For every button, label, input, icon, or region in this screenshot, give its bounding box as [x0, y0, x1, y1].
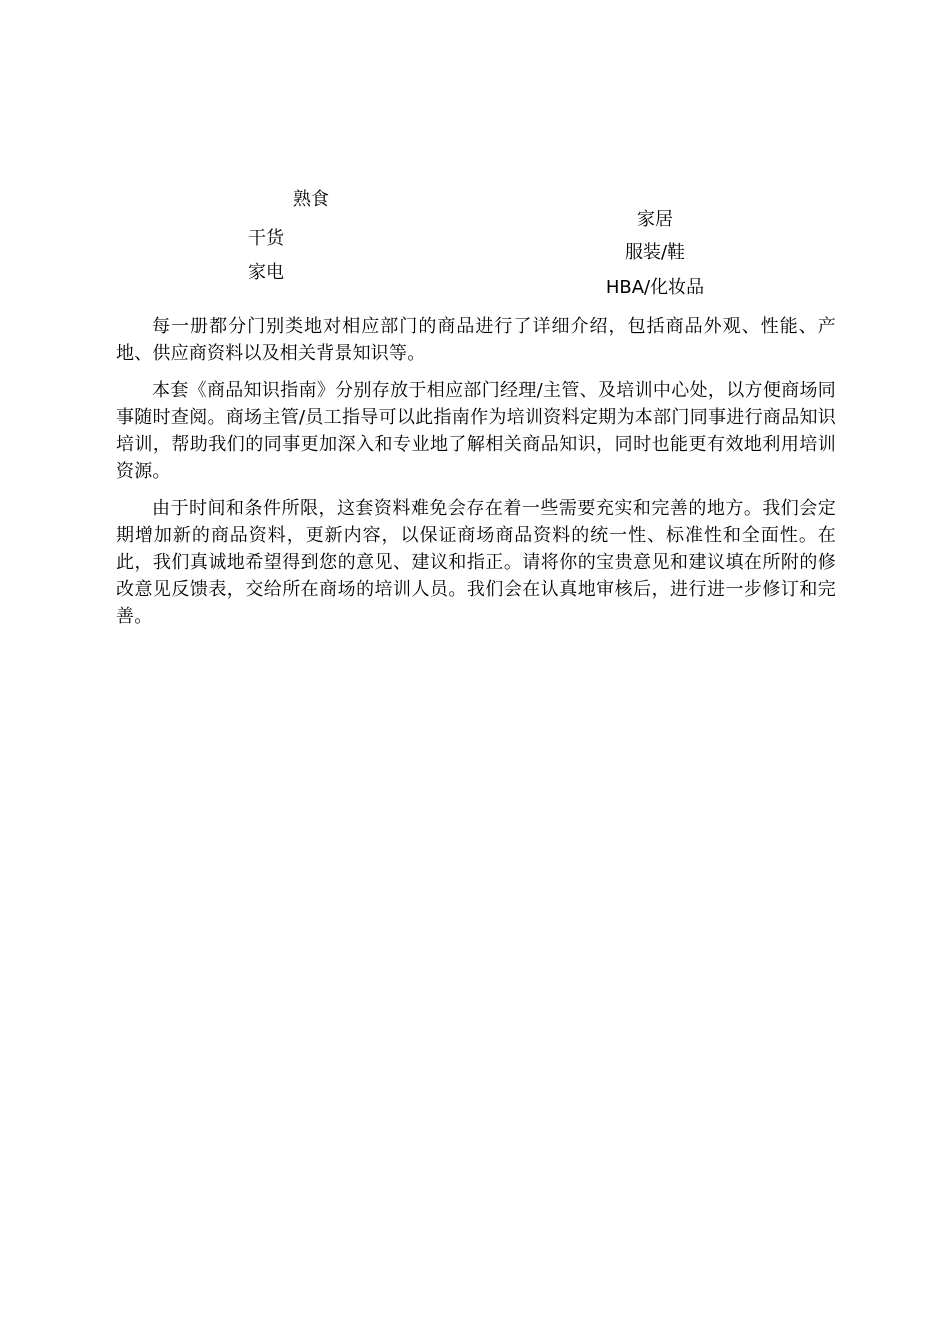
paragraph-intro: 每一册都分门别类地对相应部门的商品进行了详细介绍，包括商品外观、性能、产地、供应商资料以及相关背景知识等。: [116, 316, 836, 364]
body-text: [116, 313, 836, 640]
category-home: 家居: [637, 209, 673, 230]
category-cooked-food: 熟食: [293, 189, 329, 210]
paragraph-feedback: 由于时间和条件所限，这套资料难免会存在着一些需要充实和完善的地方。我们会定期增加新的商品资料，更新内容，以保证商场商品资料的统一性、标准性和全面性。在此，我们真诚地希望得到您的意见、建议和指正。请将你的宝贵意见和建议填在所附的修改意见反馈表，交给所在商场的培训人员。我们会在认真地审核后，进行进一步修订和完善。: [116, 498, 836, 627]
category-hba-cosmetics: HBA/化妆品: [605, 277, 705, 298]
category-apparel-shoes: 服装/鞋: [624, 242, 686, 263]
category-dry-goods: 干货: [248, 228, 284, 249]
paragraph-usage: 本套《商品知识指南》分别存放于相应部门经理/主管、及培训中心处，以方便商场同事随时查阅。商场主管/员工指导可以此指南作为培训资料定期为本部门同事进行商品知识培训，帮助我们的同事更加深入和专业地了解相关商品知识，同时也能更有效地利用培训资源。: [116, 380, 836, 482]
category-appliances: 家电: [248, 262, 284, 283]
